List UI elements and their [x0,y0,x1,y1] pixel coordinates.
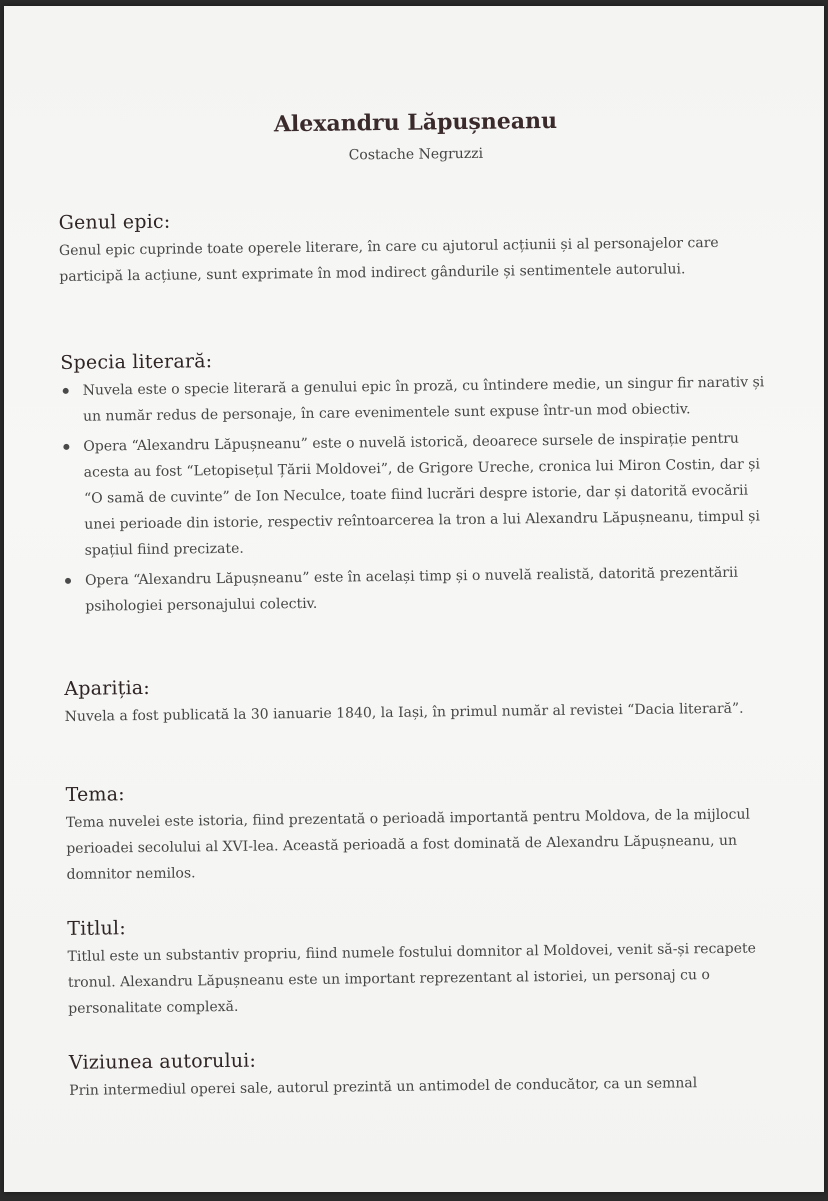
section-text: Prin intermediul operei sale, autorul prezintă un antimodel de conducător, ca un semnal [69,1075,698,1099]
section-text: Nuvela a fost publicată la 30 ianuarie 1840, la Iași, în primul număr al revistei “Dacia literară”. [64,700,744,725]
section-text: Genul epic cuprinde toate operele literare, în care cu ajutorul acțiunii și al personajelor care participă la acțiune, sunt exprimate în mod indirect gândurile și sentimentele autorului. [58,234,719,285]
bullet-icon [63,444,69,450]
section-heading: Viziunea autorului: [68,1049,257,1074]
section-heading: Titlul: [67,917,126,940]
section-heading: Specia literară: [60,350,213,374]
document-title: Alexandru Lăpușneanu [273,107,558,138]
section-aparitia [64,669,781,730]
section-titlul [67,909,784,1022]
list-item [61,425,779,564]
document-author: Costache Negruzzi [348,145,484,164]
section-specia-literara [60,343,779,624]
bullet-icon [63,388,69,394]
list-item-text: Opera “Alexandru Lăpușneanu” este o nuvelă istorică, deoarece sursele de inspirație pentru acesta au fost “Letopisețul Țării Moldovei”, de Grigore Ureche, cronica lui Miron Costin, dar și “O samă de cuvinte” de Ion Neculce, toate fiind lucrări despre istorie, dar și datorită evocării unei perioade din istorie, respectiv reîntoarcerea la tron a lui Alexandru Lăpușneanu, timpul și spațiul fiind precizate. [83,430,761,559]
section-text: Tema nuvelei este istoria, fiind prezentată o perioadă importantă pentru Moldova, de la mijlocul perioadei secolului al XVI-lea. Această perioadă a fost dominată de Alexandru Lăpușneanu, un domnitor nemilos. [65,806,751,883]
bullet-icon [65,578,71,584]
list-item-text: Opera “Alexandru Lăpușneanu” este în același timp și o nuvelă realistă, datorită prezentării psihologiei personajului colectiv. [84,564,738,615]
list-item-text: Nuvela este o specie literară a genului epic în proză, cu întindere medie, un singur fir narativ și un număr redus de personaje, în care evenimentele sunt expuse într-un mod obiectiv. [82,374,765,425]
section-genul-epic [59,203,776,290]
section-heading: Tema: [65,783,125,806]
section-tema [66,775,783,888]
section-heading: Apariția: [64,676,151,700]
section-text: Titlul este un substantiv propriu, fiind numele fostului domnitor al Moldovei, venit să-și recapete tronul. Alexandru Lăpușneanu este un important reprezentant al istoriei, un personaj cu o personalitate complexă. [67,940,756,1017]
bullet-list [61,369,780,620]
section-viziunea [69,1043,786,1104]
paper-sheet [4,6,824,1192]
list-item [61,369,778,430]
section-heading: Genul epic: [58,210,171,234]
list-item [63,559,780,620]
